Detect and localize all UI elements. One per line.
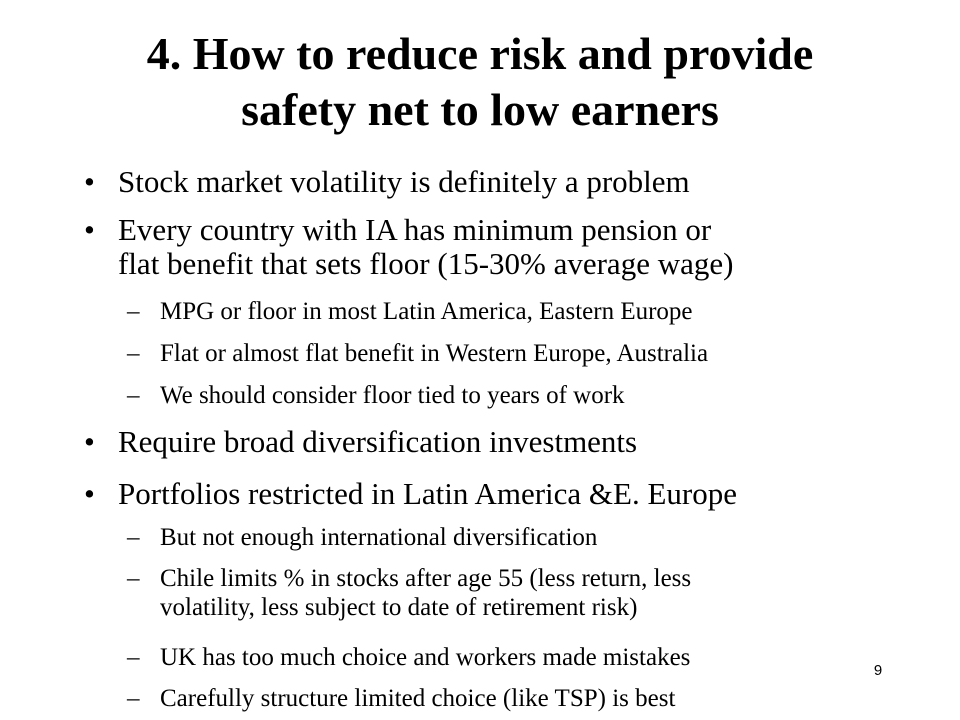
sub-bullet-item <box>127 643 857 672</box>
sub-bullet-item <box>127 297 857 326</box>
bullet-text-line-1: Every country with IA has minimum pension or <box>118 212 712 247</box>
bullet-text-line-2: flat benefit that sets floor (15-30% average wage) <box>118 246 734 281</box>
sub-bullet-text: Flat or almost flat benefit in Western Europe, Australia <box>160 340 709 367</box>
sub-bullet-text: UK has too much choice and workers made mistakes <box>160 644 691 671</box>
sub-bullet-marker: – <box>127 524 140 551</box>
slide-title-line-1: 4. How to reduce risk and provide <box>146 28 814 79</box>
sub-bullet-marker: – <box>127 644 140 671</box>
sub-bullet-marker: – <box>127 298 140 325</box>
bullet-item <box>84 165 884 199</box>
sub-bullet-text: But not enough international diversification <box>160 524 598 551</box>
sub-bullet-marker: – <box>127 565 140 592</box>
sub-bullet-text <box>160 564 857 622</box>
bullet-text: Stock market volatility is definitely a problem <box>118 164 690 199</box>
bullet-marker: • <box>84 164 95 199</box>
sub-bullet-marker: – <box>127 340 140 367</box>
bullet-item <box>84 477 884 511</box>
sub-bullet-text: MPG or floor in most Latin America, Eastern Europe <box>160 298 693 325</box>
sub-bullet-text: We should consider floor tied to years of work <box>160 382 625 409</box>
slide-title-line-2: safety net to low earners <box>241 84 719 135</box>
bullet-item <box>84 213 884 281</box>
bullet-text <box>118 213 884 281</box>
bullet-text: Require broad diversification investments <box>118 424 638 459</box>
sub-bullet-marker: – <box>127 382 140 409</box>
bullet-item <box>84 425 884 459</box>
slide-title <box>60 26 900 138</box>
sub-bullet-item <box>127 684 857 713</box>
page-number: 9 <box>873 662 883 679</box>
bullet-text: Portfolios restricted in Latin America &E. Europe <box>118 476 737 511</box>
sub-bullet-text-line-2: volatility, less subject to date of retirement risk) <box>160 594 638 621</box>
sub-bullet-item <box>127 564 857 622</box>
sub-bullet-marker: – <box>127 685 140 712</box>
bullet-marker: • <box>84 424 95 459</box>
bullet-marker: • <box>84 212 95 247</box>
bullet-marker: • <box>84 476 95 511</box>
sub-bullet-item <box>127 523 857 552</box>
sub-bullet-text: Carefully structure limited choice (like TSP) is best <box>160 685 676 712</box>
sub-bullet-text-line-1: Chile limits % in stocks after age 55 (less return, less <box>160 565 692 592</box>
sub-bullet-item <box>127 339 857 368</box>
sub-bullet-item <box>127 381 857 410</box>
